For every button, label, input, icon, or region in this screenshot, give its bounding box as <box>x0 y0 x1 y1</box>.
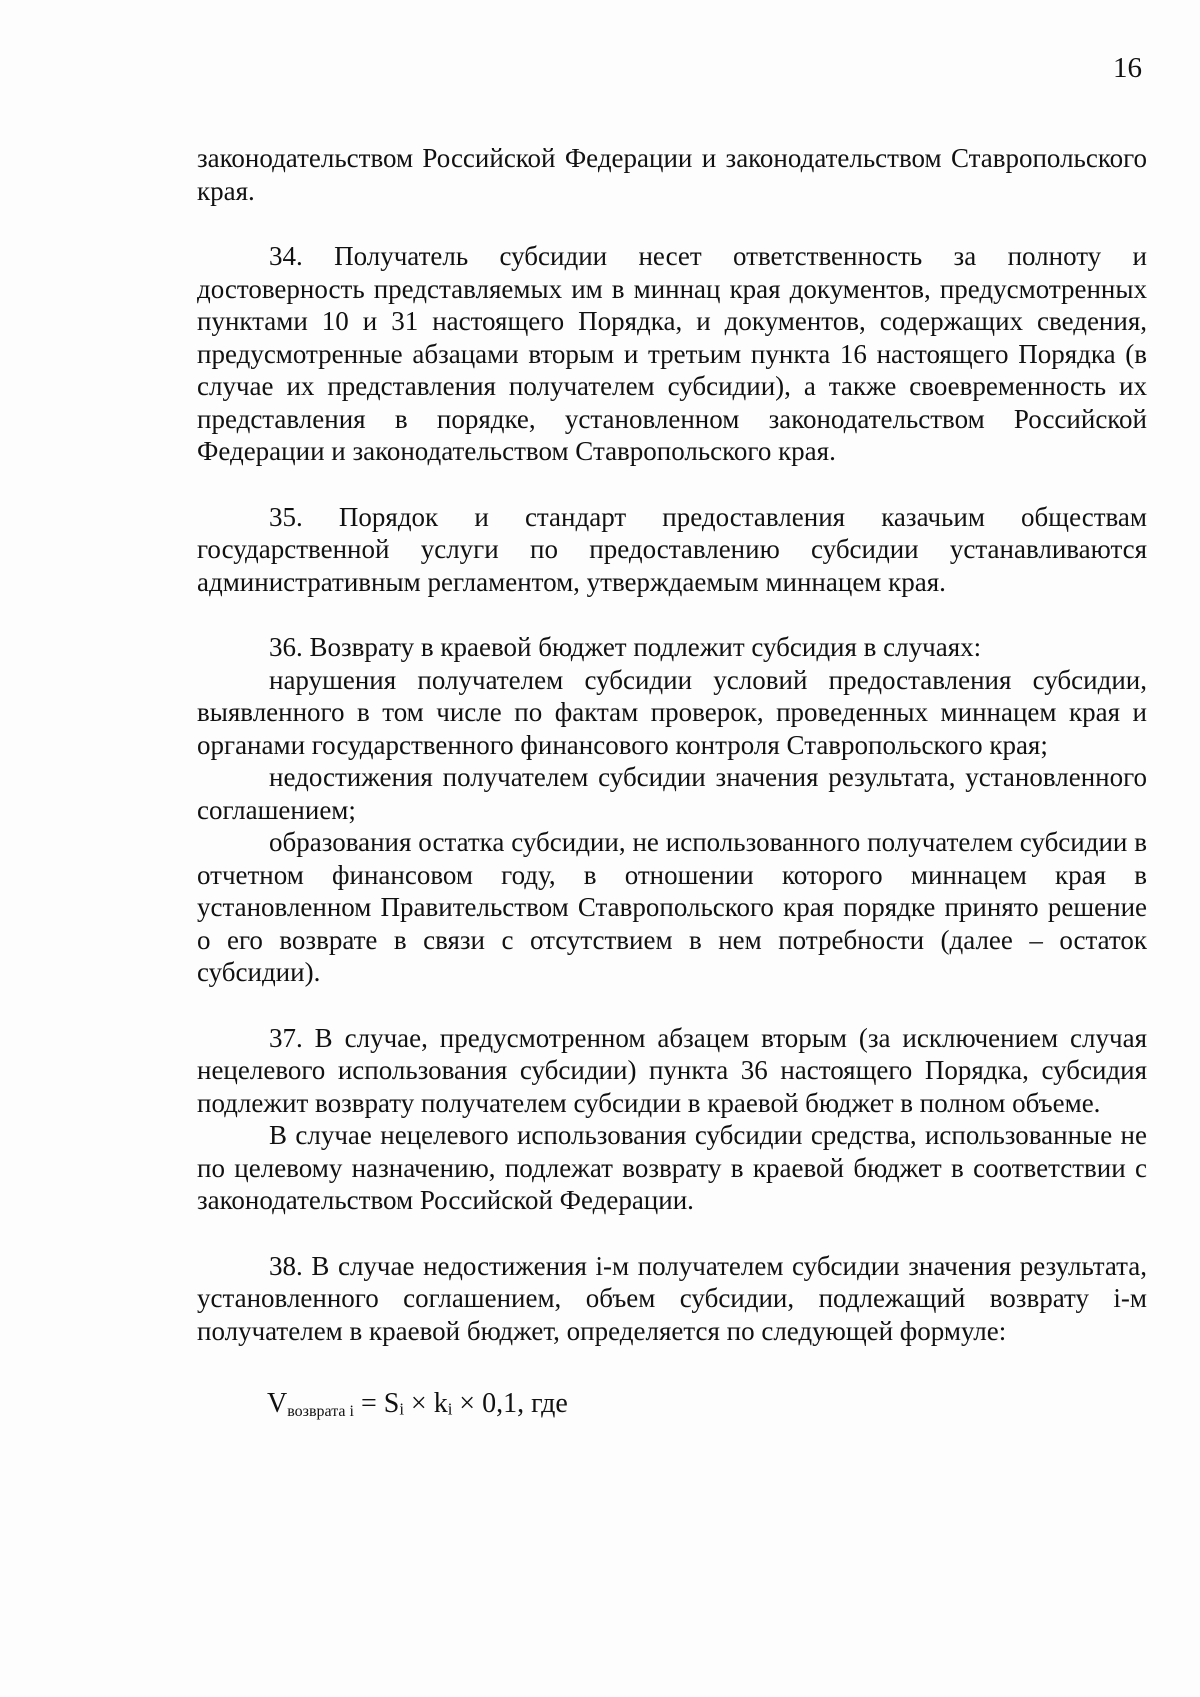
paragraph-34: 34. Получатель субсидии несет ответственность за полноту и достоверность представляемых им в миннац края документов, предусмотренных пунктами 10 и 31 настоящего Порядка, и документов, содержащих сведения, предусмотренные абзацами вторым и третьим пункта 16 настоящего Порядка (в случае их представления получателем субсидии), а также своевременность их представления в порядке, установленном законодательством Российской Федерации и законодательством Ставропольского края. <box>197 241 1147 466</box>
paragraph-36-case-nonachievement: недостижения получателем субсидии значения результата, установленного соглашением; <box>197 762 1147 825</box>
paragraph-continuation: законодательством Российской Федерации и законодательством Ставропольского края. <box>197 143 1147 206</box>
formula-lhs-symbol: V <box>267 1388 288 1419</box>
formula-rhs: = Sᵢ × kᵢ × 0,1, где <box>360 1388 568 1419</box>
paragraph-35: 35. Порядок и стандарт предоставления казачьим обществам государственной услуги по предоставлению субсидии устанавливаются административным регламентом, утверждаемым миннацем края. <box>197 501 1147 597</box>
paragraph-36-case-remainder: образования остатка субсидии, не использованного получателем субсидии в отчетном финансовом году, в отношении которого миннацем края в установленном Правительством Ставропольского края порядке принято решение о его возврате в связи с отсутствием в нем потребности (далее – остаток субсидии). <box>197 827 1147 987</box>
refund-formula <box>197 1387 1147 1429</box>
paragraph-37: 37. В случае, предусмотренном абзацем вторым (за исключением случая нецелевого использования субсидии) пункта 36 настоящего Порядка, субсидия подлежит возврату получателем субсидии в краевой бюджет в полном объеме. <box>197 1022 1147 1118</box>
page-number: 16 <box>1113 52 1142 84</box>
document-body <box>197 142 1147 1429</box>
paragraph-36: 36. Возврату в краевой бюджет подлежит субсидия в случаях: <box>269 632 982 662</box>
paragraph-36-case-violation: нарушения получателем субсидии условий предоставления субсидии, выявленного в том числе по фактам проверок, проведенных миннацем края и органами государственного финансового контроля Ставропольского края; <box>197 664 1147 760</box>
paragraph-37-misuse: В случае нецелевого использования субсидии средства, использованные не по целевому назначению, подлежат возврату в краевой бюджет в соответствии с законодательством Российской Федерации. <box>197 1120 1147 1215</box>
formula-lhs-subscript: возврата i <box>287 1403 354 1420</box>
paragraph-38: 38. В случае недостижения i-м получателем субсидии значения результата, установленного соглашением, объем субсидии, подлежащий возврату i-м получателем в краевой бюджет, определяется по следующей формуле: <box>197 1250 1147 1346</box>
